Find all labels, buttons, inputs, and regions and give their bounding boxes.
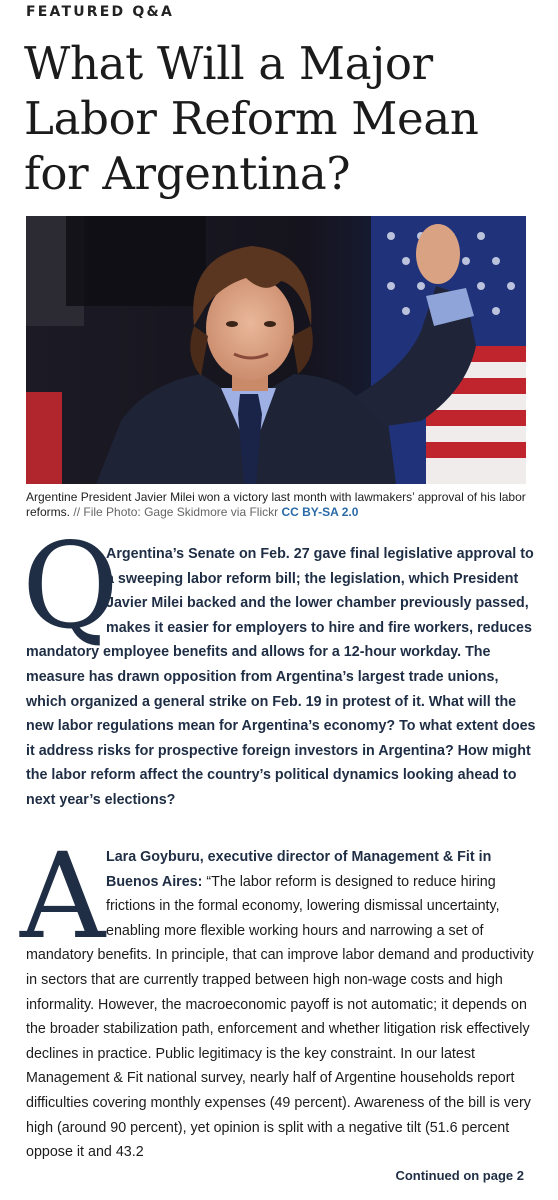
photo-caption [26,490,536,520]
answer-body: “The labor reform is designed to reduce hiring frictions in the formal economy, lowering dismissal uncertainty, enabling more flexible working hours and narrowing a set of mandatory benefits. In principle, that can improve labor demand and productivity in sectors that are currently trapped between high non-wage costs and high informality. However, the macroeconomic payoff is not automatic; it depends on the broader stabilization path, enforcement and whether litigation risk effectively declines in practice. Public legitimacy is the key constraint. In our latest Management & Fit national survey, nearly half of Argentine households report difficulties covering monthly expenses (49 percent). Awareness of the bill is very high (around 90 percent), yet opinion is split with a negative tilt (51.6 percent oppose it and 43.2 [26,873,534,1161]
continued-link[interactable]: Continued on page 2 [395,1168,524,1183]
license-link[interactable]: CC BY-SA 2.0 [281,505,359,519]
caption-text: Argentine President Javier Milei won a victory last month with lawmakers’ approval of his labor reforms. [26,490,526,519]
question-text: Argentina’s Senate on Feb. 27 gave final legislative approval to a sweeping labor reform bill; the legislation, which President Javier Milei backed and the lower chamber previously passed, makes it easier for employers to hire and fire workers, reduces mandatory employee benefits and allows for a 12-hour workday. The measure has drawn opposition from Argentina’s largest trade unions, which organized a general strike on Feb. 19 in protest of it. What will the new labor regulations mean for Argentina’s economy? To what extent does it address risks for prospective foreign investors in Argentina? How might the labor reform affect the country’s political dynamics looking ahead to next year’s elections? [26,546,536,808]
answer-dropcap: A [20,827,106,965]
section-kicker: FEATURED Q&A [26,4,174,20]
photo-credit: File Photo: Gage Skidmore via Flickr [83,505,279,519]
question-dropcap: Q [22,517,119,655]
answer-text [26,845,536,1165]
headline: What Will a Major Labor Reform Mean for Argentina? [24,37,479,200]
article-photo [26,216,526,484]
answer-speaker: Lara Goyburu, executive director of Management & Fit in Buenos Aires: [106,849,492,890]
caption-separator: // [73,505,81,519]
